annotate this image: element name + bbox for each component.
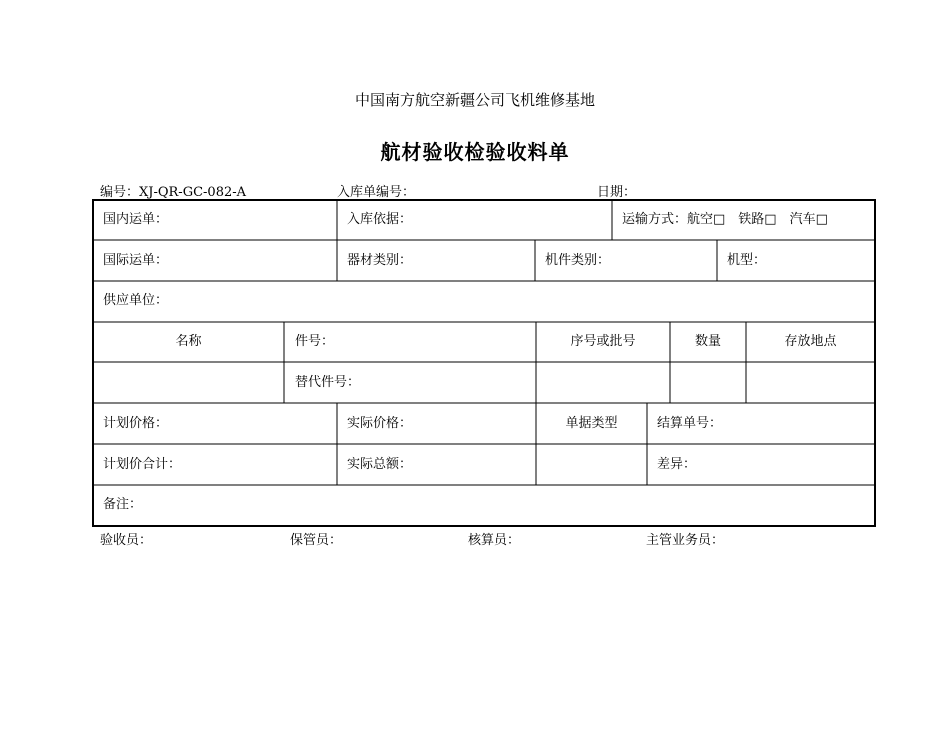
warehouse-number-label: 入库单编号： [337,185,416,200]
company-name: 中国南方航空新疆公司飞机维修基地 [354,91,595,109]
part-number-label: 件号： [295,334,335,349]
material-category-label: 器材类别： [347,253,413,268]
custodian-label: 保管员： [290,533,343,548]
doc-number: 编号：XJ-QR-GC-082-A [100,185,247,200]
date-label: 日期： [597,185,637,200]
planned-price-label: 计划价格： [103,416,169,431]
aircraft-type-label: 机型： [727,253,767,268]
name-header: 名称 [175,334,202,349]
actual-price-label: 实际价格： [347,416,413,431]
settlement-number-label: 结算单号： [657,416,723,431]
transport-mode-label: 运输方式：航空□ 铁路□ 汽车□ [622,212,828,227]
actual-total-label: 实际总额： [347,457,413,472]
serial-batch-header: 序号或批号 [570,334,636,349]
quantity-header: 数量 [694,334,721,349]
supplier-label: 供应单位： [103,293,169,308]
intl-waybill-label: 国际运单： [103,253,169,268]
stock-basis-label: 入库依据： [347,212,413,227]
form-title: 航材验收检验收料单 [380,140,570,164]
planned-total-label: 计划价合计： [103,457,182,472]
alt-part-number-label: 替代件号： [295,375,361,390]
part-category-label: 机件类别： [545,253,611,268]
remarks-label: 备注： [103,497,143,512]
domestic-waybill-label: 国内运单： [103,212,169,227]
storage-location-header: 存放地点 [784,334,837,349]
supervisor-label: 主管业务员： [646,533,725,548]
accountant-label: 核算员： [468,533,521,548]
doc-type-label: 单据类型 [565,416,618,431]
difference-label: 差异： [657,457,697,472]
inspector-label: 验收员： [100,533,153,548]
